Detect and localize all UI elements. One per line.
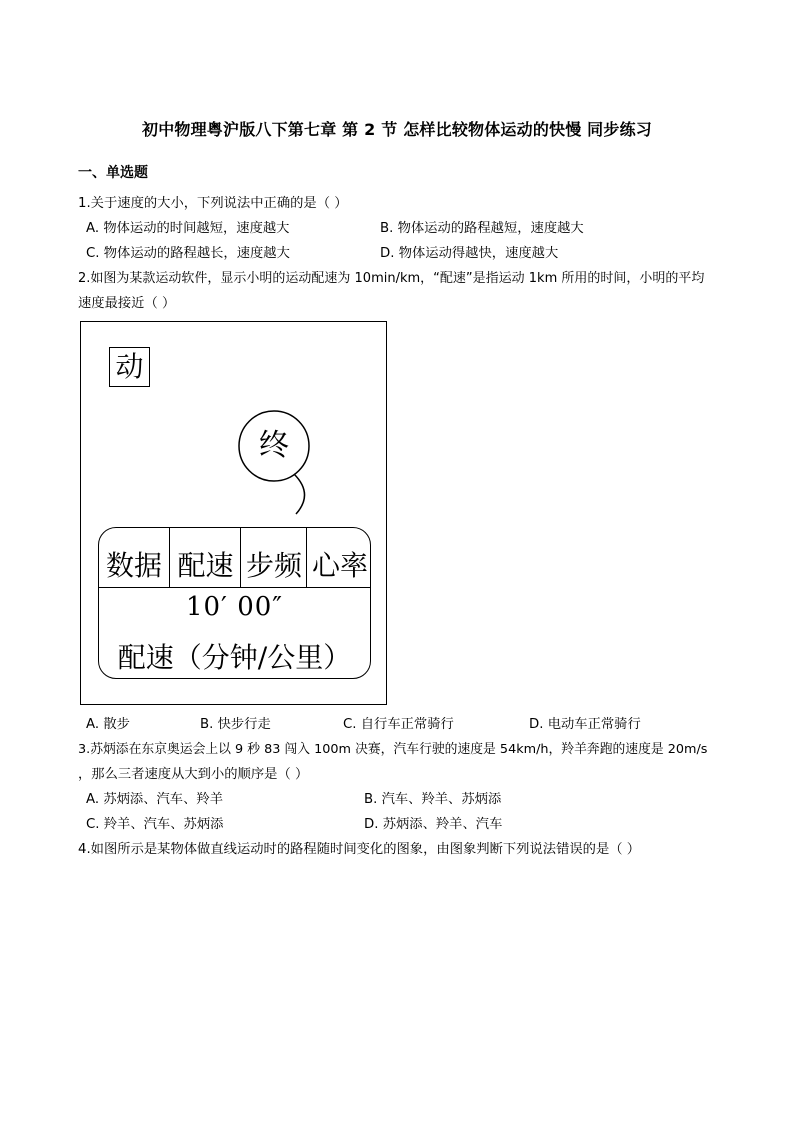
question-2-stem-line2: 速度最接近（ ） [78, 296, 176, 311]
question-3-stem-line1: 3.苏炳添在东京奥运会上以 9 秒 83 闯入 100m 决赛，汽车行驶的速度是 54km/h，羚羊奔跑的速度是 20m/s [78, 742, 708, 757]
end-button [238, 410, 313, 520]
question-3-option-c[interactable]: C. 羚羊、汽车、苏炳添 [86, 817, 224, 832]
question-3-option-d[interactable]: D. 苏炳添、羚羊、汽车 [364, 817, 503, 832]
tab-data[interactable]: 数据 [105, 549, 162, 582]
question-4-stem: 4.如图所示是某物体做直线运动时的路程随时间变化的图象，由图象判断下列说法错误的是（ ） [78, 842, 641, 857]
sports-app-figure [80, 321, 387, 705]
tab-pace[interactable]: 配速 [169, 528, 241, 587]
page-title: 初中物理粤沪版八下第七章 第 2 节 怎样比较物体运动的快慢 同步练习 [142, 120, 652, 139]
data-panel [98, 527, 371, 679]
end-button-label: 终 [259, 428, 289, 463]
question-3-option-a[interactable]: A. 苏炳添、汽车、羚羊 [86, 792, 223, 807]
question-1-option-d[interactable]: D. 物体运动得越快，速度越大 [380, 246, 559, 261]
question-2-option-c[interactable]: C. 自行车正常骑行 [343, 717, 454, 732]
tab-cadence[interactable]: 步频 [240, 528, 307, 587]
question-3-stem-line2: ，那么三者速度从大到小的顺序是（ ） [78, 767, 309, 782]
dong-character-box: 动 [109, 347, 150, 387]
question-2-stem-line1: 2.如图为某款运动软件，显示小明的运动配速为 10min/km，“配速”是指运动 1km 所用的时间，小明的平均 [78, 271, 705, 286]
question-1-option-b[interactable]: B. 物体运动的路程越短，速度越大 [380, 221, 584, 236]
pace-value: 10′ 00″ [185, 592, 284, 622]
data-panel-tabs [99, 528, 370, 588]
section-heading: 一、单选题 [78, 165, 148, 181]
tab-heart-rate[interactable]: 心率 [306, 528, 371, 587]
question-3-option-b[interactable]: B. 汽车、羚羊、苏炳添 [364, 792, 502, 807]
question-1-stem: 1.关于速度的大小，下列说法中正确的是（ ） [78, 196, 348, 211]
question-1-option-a[interactable]: A. 物体运动的时间越短，速度越大 [86, 221, 290, 236]
question-2-option-a[interactable]: A. 散步 [86, 717, 130, 732]
question-2-option-b[interactable]: B. 快步行走 [200, 717, 271, 732]
question-2-option-d[interactable]: D. 电动车正常骑行 [529, 717, 641, 732]
question-1-option-c[interactable]: C. 物体运动的路程越长，速度越大 [86, 246, 290, 261]
pace-unit-label: 配速（分钟/公里） [117, 641, 352, 674]
